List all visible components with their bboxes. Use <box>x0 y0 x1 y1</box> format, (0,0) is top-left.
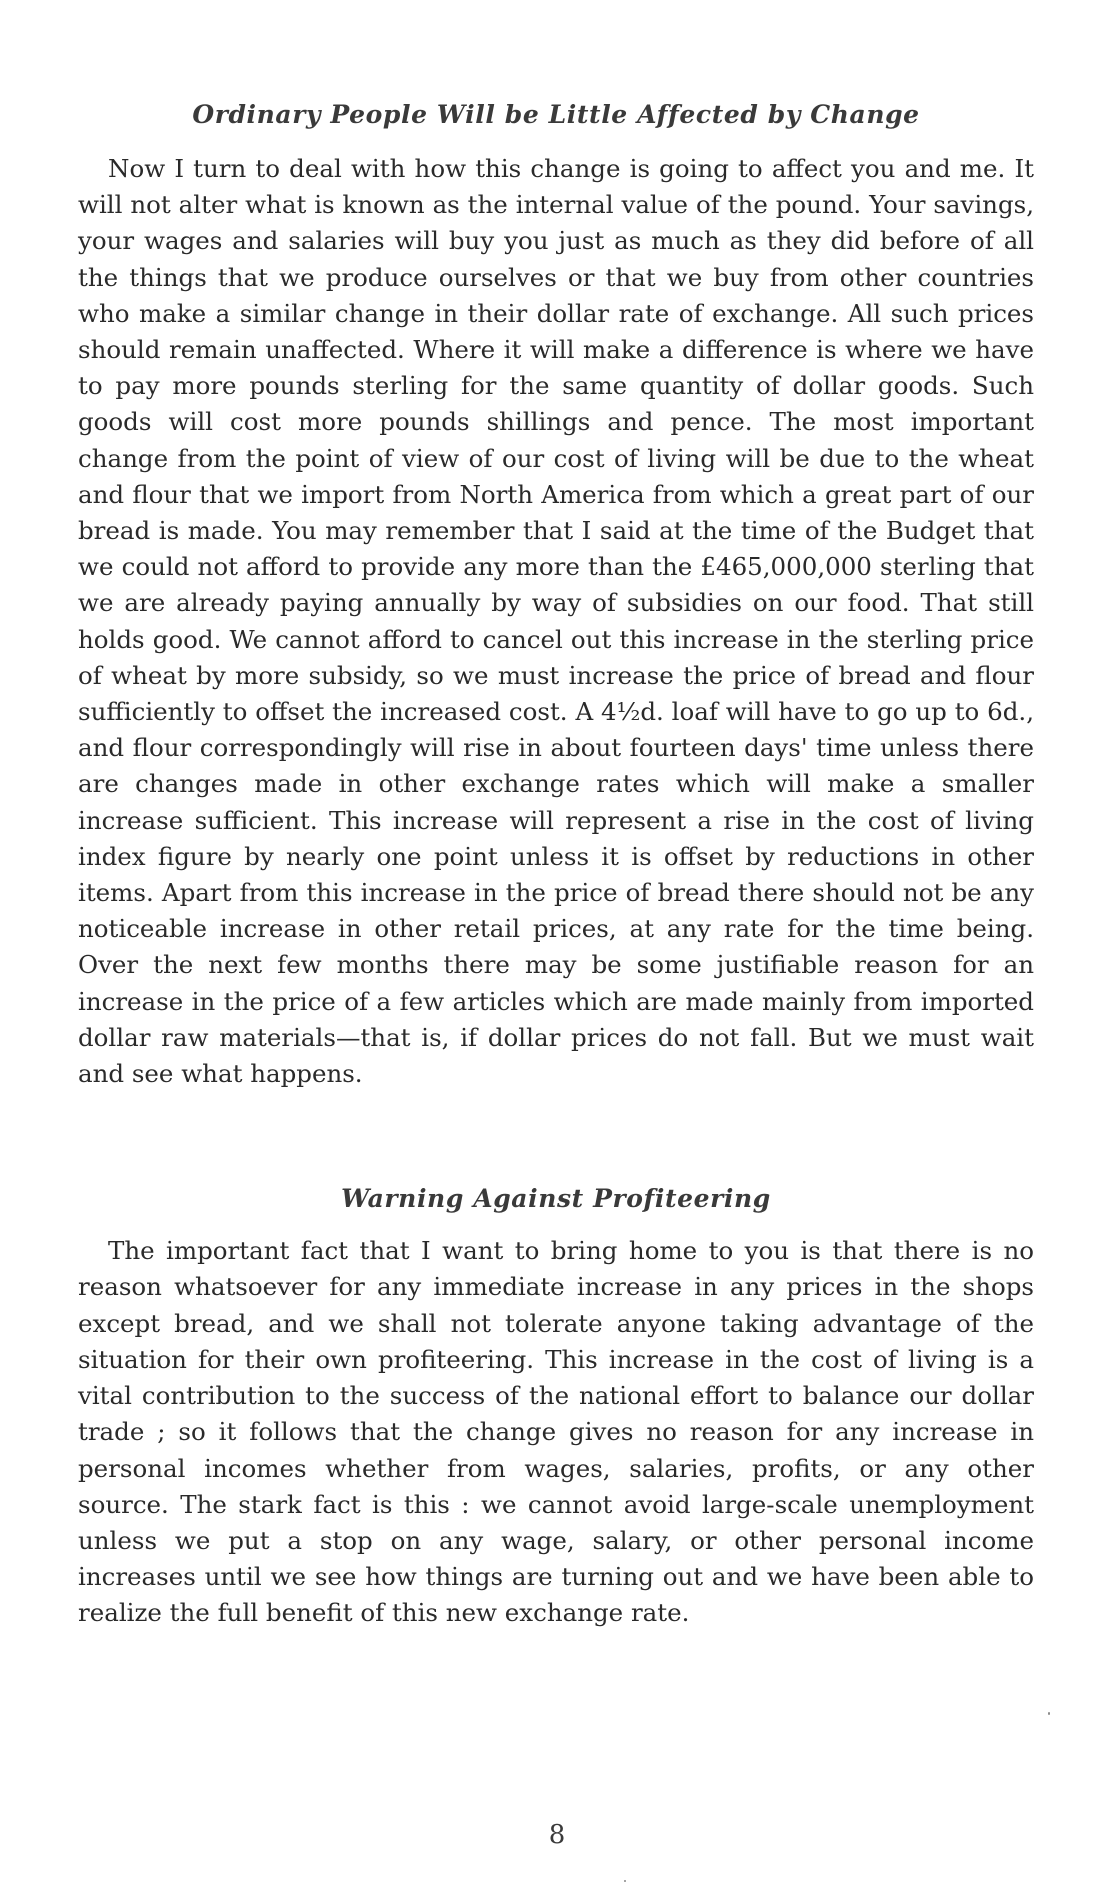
section-heading-ordinary-people: Ordinary People Will be Little Affected by Change <box>192 100 920 129</box>
body-paragraph-profiteering: The important fact that I want to bring home to you is that there is no reason whatsoever for any immediate increase in any prices in the shops except bread, and we shall not tolerate anyone taking advantage of the situation for their own profiteering. This increase in the cost of living is a vital contribution to the success of the national effort to balance our dollar trade ; so it follows that the change gives no reason for any increase in personal incomes whether from wages, salaries, profits, or any other source. The stark fact is this : we cannot avoid large-scale unemployment unless we put a stop on any wage, salary, or other personal income increases until we see how things are turning out and we have been able to realize the full benefit of this new exchange rate. <box>78 1236 1034 1628</box>
section-heading-profiteering: Warning Against Profiteering <box>341 1184 771 1214</box>
scan-speck <box>1048 1712 1050 1715</box>
document-page <box>78 100 1034 1632</box>
page-number: 8 <box>548 1820 566 1850</box>
scan-speck <box>624 1880 626 1882</box>
body-paragraph-exchange-effect: Now I turn to deal with how this change is going to affect you and me. It will not alter what is known as the internal value of the pound. Your savings, your wages and salaries will buy you just as much as they did before of all the things that we produce ourselves or that we buy from other countries who make a similar change in their dollar rate of exchange. All such prices should remain unaffected. Where it will make a difference is where we have to pay more pounds sterling for the same quantity of dollar goods. Such goods will cost more pounds shillings and pence. The most important change from the point of view of our cost of living will be due to the wheat and flour that we import from North America from which a great part of our bread is made. You may remember that I said at the time of the Budget that we could not afford to provide any more than the £465,000,000 sterling that we are already paying annually by way of subsidies on our food. That still holds good. We cannot afford to cancel out this increase in the sterling price of wheat by more subsidy, so we must increase the price of bread and flour sufficiently to offset the increased cost. A 4½d. loaf will have to go up to 6d., and flour correspondingly will rise in about fourteen days' time unless there are changes made in other exchange rates which will make a smaller increase sufficient. This increase will represent a rise in the cost of living index figure by nearly one point unless it is offset by reductions in other items. Apart from this increase in the price of bread there should not be any noticeable increase in other retail prices, at any rate for the time being. Over the next few months there may be some justifiable reason for an increase in the price of a few articles which are made mainly from imported dollar raw materials—that is, if dollar prices do not fall. But we must wait and see what happens. <box>78 154 1034 1089</box>
